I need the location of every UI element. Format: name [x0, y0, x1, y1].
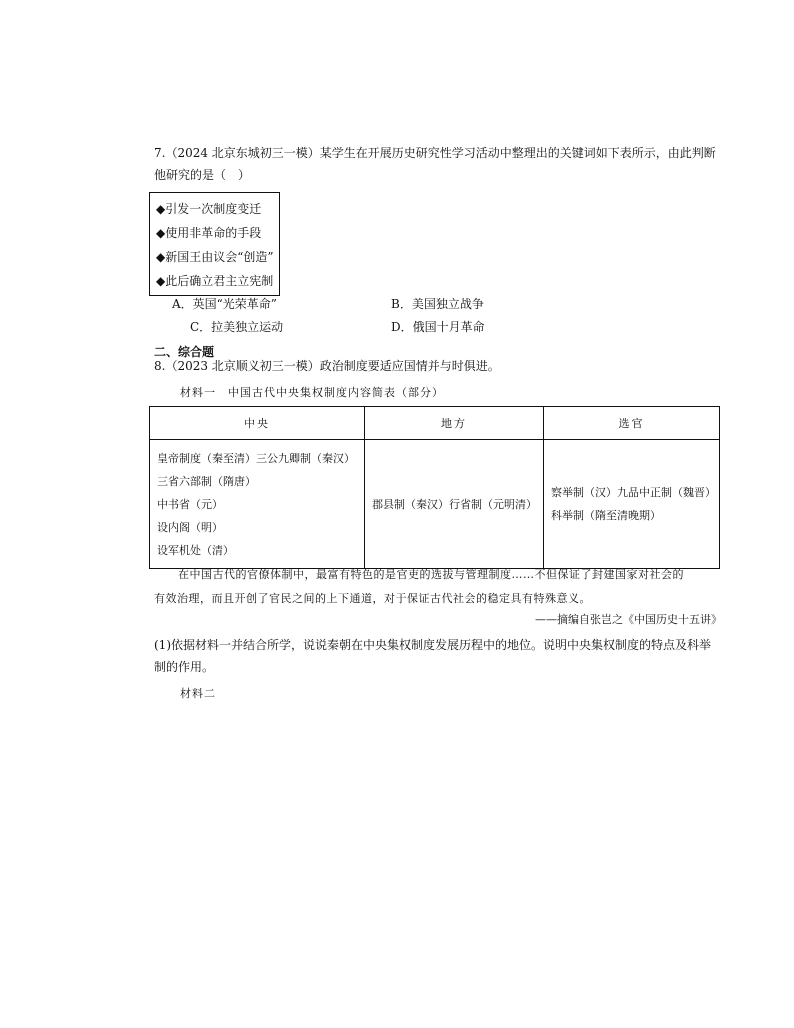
table-row	[150, 440, 720, 569]
central-item: 设内阁（明）	[157, 520, 223, 534]
table-header-local: 地方	[365, 407, 544, 440]
table-cell-selection	[544, 440, 720, 569]
selection-item: 科举制（隋至清晚期）	[551, 509, 661, 522]
central-item: 设军机处（清）	[157, 543, 234, 557]
table-cell-local	[365, 440, 544, 569]
q7-stem-line1: 7.（2024 北京东城初三一模）某学生在开展历史研究性学习活动中整理出的关键词如下表所示，由此判断	[154, 146, 716, 160]
section-title: 二、综合题	[154, 345, 215, 359]
q8-stem: 8.（2023 北京顺义初三一模）政治制度要适应国情并与时俱进。	[154, 359, 500, 373]
option-c: C．拉美独立运动	[190, 320, 284, 334]
central-item: 皇帝制度（秦至清）三公九卿制（秦汉）	[157, 451, 355, 465]
central-item: 三省六部制（隋唐）	[157, 474, 256, 488]
local-item: 郡县制（秦汉）行省制（元明清）	[372, 498, 537, 511]
keyword-item: ◆使用非革命的手段	[156, 226, 262, 240]
selection-item: 察举制（汉）九品中正制（魏晋）	[551, 486, 716, 499]
option-d: D．俄国十月革命	[391, 320, 485, 334]
quote-line2: 有效治理，而且开创了官民之间的上下通道，对于保证古代社会的稳定具有特殊意义。	[154, 592, 591, 605]
option-a: A．英国“光荣革命”	[172, 297, 277, 311]
keyword-item: ◆此后确立君主立宪制	[156, 274, 274, 288]
table-header-central: 中央	[150, 407, 365, 440]
keyword-item: ◆引发一次制度变迁	[156, 202, 262, 216]
table-cell-central	[150, 440, 365, 569]
sub-question-1-line1: (1)依据材料一并结合所学，说说秦朝在中央集权制度发展历程中的地位。说明中央集权制度的特点及科举	[154, 638, 712, 652]
quote-line1: 在中国古代的官僚体制中，最富有特色的是官吏的选拔与管理制度……不但保证了封建国家对社会的	[178, 568, 684, 581]
quote-source: ——摘编自张岂之《中国历史十五讲》	[535, 613, 722, 626]
material2-caption: 材料二	[180, 687, 216, 700]
material1-caption: 材料一 中国古代中央集权制度内容简表（部分）	[180, 386, 444, 399]
central-item: 中书省（元）	[157, 497, 223, 511]
table-header-selection: 选官	[544, 407, 720, 440]
keyword-box	[149, 192, 280, 296]
option-b: B．美国独立战争	[391, 297, 484, 311]
q7-stem-line2: 他研究的是（ ）	[154, 168, 251, 182]
system-table	[149, 406, 720, 569]
sub-question-1-line2: 制的作用。	[154, 660, 215, 674]
keyword-item: ◆新国王由议会“创造”	[156, 250, 274, 264]
